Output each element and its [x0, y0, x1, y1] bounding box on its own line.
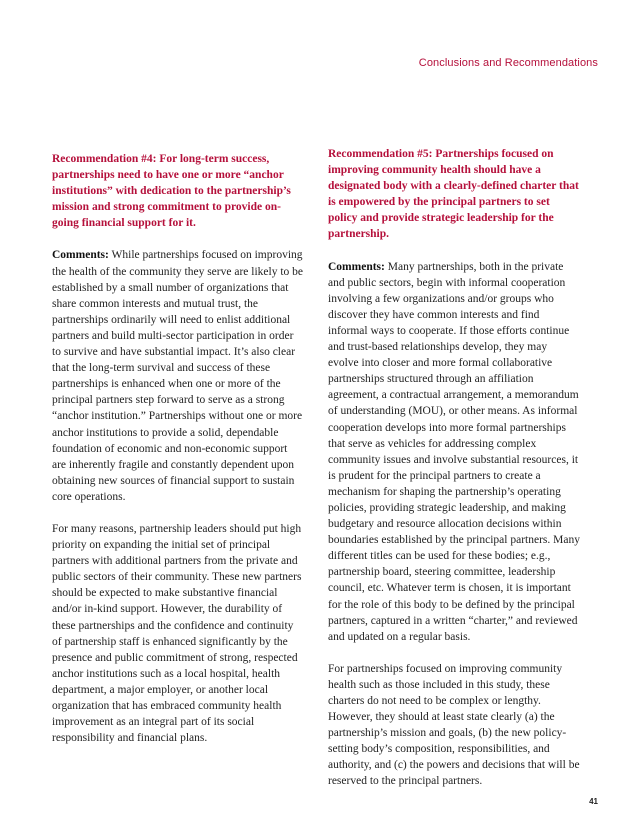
right-column — [328, 146, 580, 806]
section-header: Conclusions and Recommendations — [418, 57, 598, 69]
left-column — [52, 151, 304, 762]
recommendation-5-heading: Recommendation #5: Partnerships focused on improving community health should have a designated body with a clearly-defined charter that is empowered by the principal partners to set policy and provide strategic leadership for the partnership. — [328, 148, 579, 241]
right-comments-paragraph — [328, 259, 580, 645]
comments-label: Comments: — [52, 249, 109, 262]
recommendation-4-heading: Recommendation #4: For long-term success, partnerships need to have one or more “anchor institutions” with dedication to the partnership’s mission and strong commitment to provide on-going financial support for it. — [52, 153, 291, 230]
right-paragraph-2: For partnerships focused on improving community health such as those included in this study, these charters do not need to be complex or lengthy. However, they should at least state clearly (a) the partnership’s mission and goals, (b) the new policy-setting body’s composition, responsibilities, and authority, and (c) the powers and decisions that will be reserved to the principal partners. — [328, 662, 580, 788]
left-paragraph-2: For many reasons, partnership leaders should put high priority on expanding the initial set of principal partners with additional partners from the private and public sectors of their community. These new partners should be expected to make substantive financial and/or in-kind support. However, the durability of these partnerships and the confidence and continuity of partnership staff is enhanced significantly by the presence and public commitment of strong, respected anchor institutions such as a local hospital, health department, a major employer, or another local organization that has embraced community health improvement as an integral part of its social responsibility and financial plans. — [52, 522, 302, 745]
page-number: 41 — [589, 797, 598, 806]
left-comments-paragraph — [52, 247, 304, 505]
right-comments-text: Many partnerships, both in the private and public sectors, begin with informal cooperation involving a few organizations and/or groups who discover they have common interests and find informal ways to cooperate. If those efforts continue and trust-based relationships develop, they may evolve into closer and more formal collaborative partnerships structured through an affiliation agreement, a contractual arrangement, a memorandum of understanding (MOU), or other means. As informal cooperation develops into more formal partnerships that serve as vehicles for addressing complex community issues and involve substantial resources, it is prudent for the principal partners to create a mechanism for shaping the partnership’s operating policies, providing strategic leadership, and making budgetary and resource allocation decisions within boundaries established by the principal partners. Many different titles can be used for these bodies; e.g., partnership board, steering committee, leadership council, etc. Whatever term is chosen, it is important for the role of this body to be defined by the principal partners, captured in a written “charter,” and reviewed and updated on a regular basis. — [328, 260, 580, 643]
comments-label: Comments: — [328, 260, 385, 273]
left-comments-text: While partnerships focused on improving the health of the community they serve are likely to be established by a small number of organizations that share common interests and mutual trust, the partnerships ordinarily will need to enlist additional partners and build multi-sector participation in order to survive and have substantial impact. It’s also clear that the long-term survival and success of these partnerships is enhanced when one or more of the principal partners step forward to serve as a strong “anchor institution.” Partnerships without one or more anchor institutions to provide a solid, dependable foundation of economic and non-economic support are inherently fragile and constantly dependent upon obtaining new sources of financial support to sustain core operations. — [52, 249, 304, 503]
